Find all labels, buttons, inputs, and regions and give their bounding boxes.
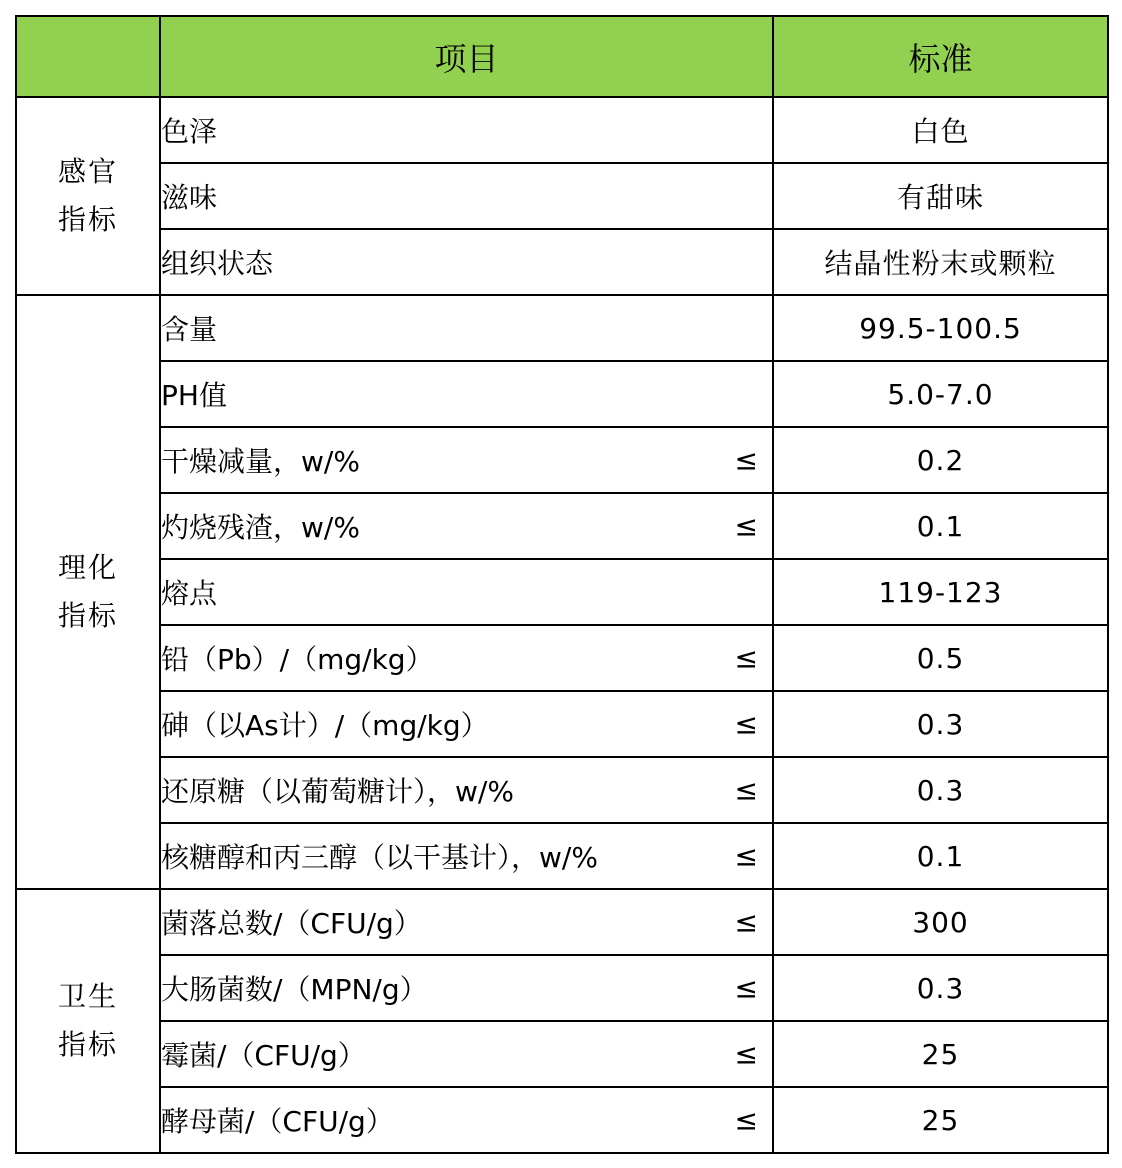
standard-cell: 0.5 [773,625,1108,691]
standard-cell: 结晶性粉末或颗粒 [773,229,1108,295]
standard-cell: 0.1 [773,823,1108,889]
item-cell [160,295,773,361]
category-physicochemical [16,295,160,889]
header-corner-cell [16,16,160,97]
item-cell [160,493,773,559]
item-label: PH值 [161,379,227,412]
table-row [16,229,1108,295]
item-cell [160,889,773,955]
item-cell [160,163,773,229]
item-cell [160,823,773,889]
standard-cell: 25 [773,1021,1108,1087]
table-row [16,493,1108,559]
item-label: 大肠菌数/（MPN/g） [161,973,428,1006]
item-label: 还原糖（以葡萄糖计），w/% [161,775,514,808]
limit-symbol: ≤ [734,839,758,873]
standard-cell: 25 [773,1087,1108,1153]
table-row [16,691,1108,757]
item-label: 干燥减量，w/% [161,445,360,478]
table-row [16,97,1108,163]
item-cell [160,955,773,1021]
limit-symbol: ≤ [734,509,758,543]
item-label: 霉菌/（CFU/g） [161,1039,366,1072]
item-label: 熔点 [161,577,218,610]
limit-symbol: ≤ [734,641,758,675]
table-row [16,427,1108,493]
limit-symbol: ≤ [734,707,758,741]
category-label: 卫生 指标 [57,980,118,1061]
header-standard: 标准 [773,16,1108,97]
table-row [16,1021,1108,1087]
table-row [16,757,1108,823]
item-label: 菌落总数/（CFU/g） [161,907,422,940]
table-row [16,559,1108,625]
limit-symbol: ≤ [734,1103,758,1137]
table-row [16,625,1108,691]
standard-cell: 99.5-100.5 [773,295,1108,361]
specification-table [15,15,1109,1154]
table-row [16,889,1108,955]
category-label: 感官 指标 [57,155,118,236]
standard-cell: 119-123 [773,559,1108,625]
header-item: 项目 [160,16,773,97]
standard-cell: 300 [773,889,1108,955]
standard-cell: 白色 [773,97,1108,163]
table-row [16,955,1108,1021]
category-label: 理化 指标 [57,551,118,632]
limit-symbol: ≤ [734,905,758,939]
limit-symbol: ≤ [734,773,758,807]
table-row [16,361,1108,427]
item-cell [160,691,773,757]
item-label: 核糖醇和丙三醇（以干基计），w/% [161,841,598,874]
item-cell [160,625,773,691]
item-label: 滋味 [161,181,218,214]
item-label: 酵母菌/（CFU/g） [161,1105,394,1138]
limit-symbol: ≤ [734,971,758,1005]
limit-symbol: ≤ [734,443,758,477]
standard-cell: 有甜味 [773,163,1108,229]
standard-cell: 0.3 [773,691,1108,757]
standard-cell: 0.3 [773,955,1108,1021]
item-cell [160,757,773,823]
standard-cell: 5.0-7.0 [773,361,1108,427]
item-label: 砷（以As计）/（mg/kg） [161,709,489,742]
standard-cell: 0.1 [773,493,1108,559]
item-label: 色泽 [161,115,218,148]
item-cell [160,1021,773,1087]
standard-cell: 0.3 [773,757,1108,823]
item-cell [160,427,773,493]
category-hygiene [16,889,160,1153]
item-label: 铅（Pb）/（mg/kg） [161,643,434,676]
category-sensory [16,97,160,295]
table-row [16,823,1108,889]
item-cell [160,97,773,163]
standard-cell: 0.2 [773,427,1108,493]
item-cell [160,361,773,427]
item-label: 含量 [161,313,218,346]
table-row [16,163,1108,229]
item-cell [160,1087,773,1153]
table-row [16,1087,1108,1153]
limit-symbol: ≤ [734,1037,758,1071]
table-row [16,295,1108,361]
item-cell [160,229,773,295]
item-label: 灼烧残渣，w/% [161,511,360,544]
item-label: 组织状态 [161,247,274,280]
item-cell [160,559,773,625]
header-row [16,16,1108,97]
